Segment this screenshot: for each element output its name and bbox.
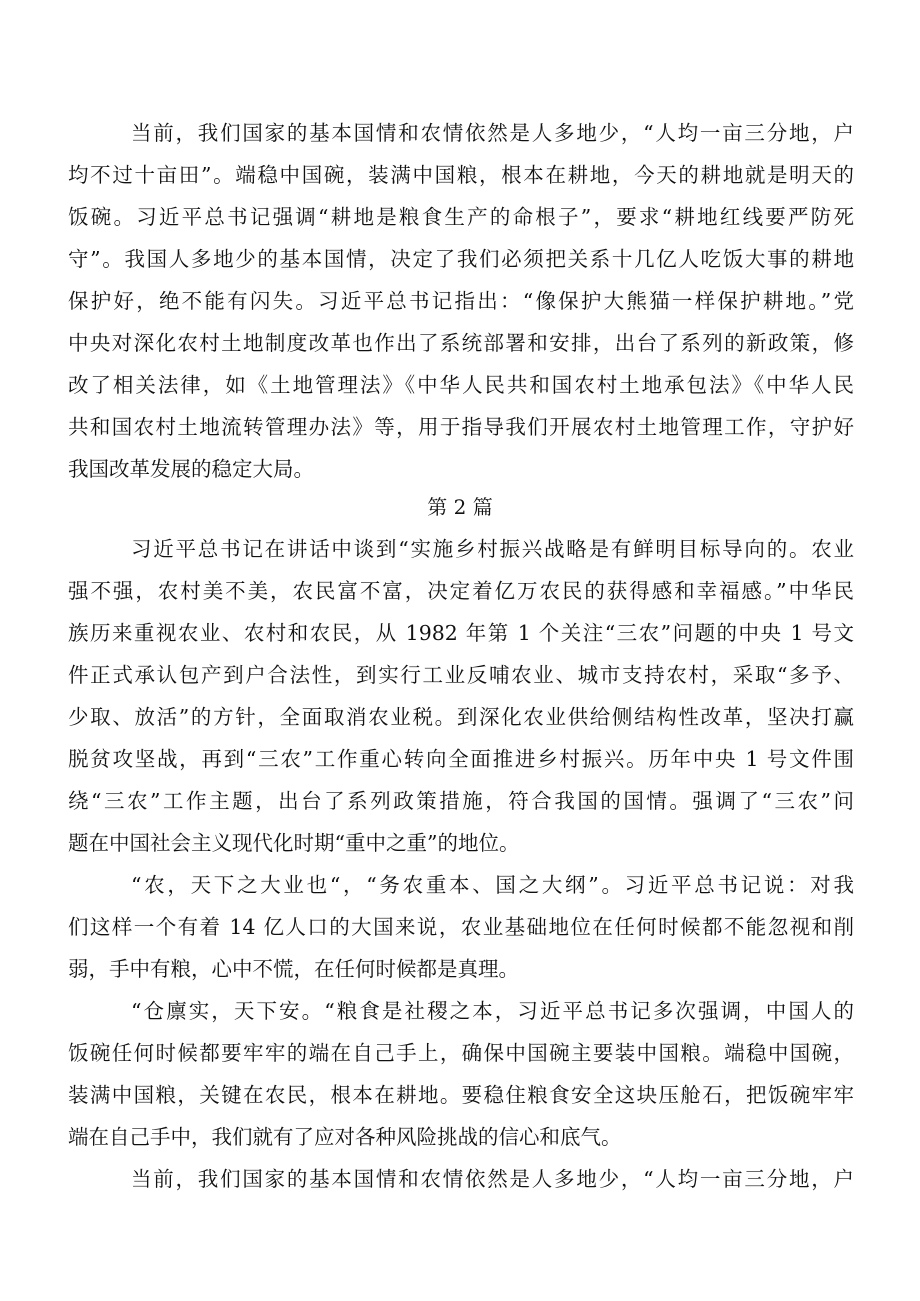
- text-line: 们这样一个有着 14 亿人口的大国来说，农业基础地位在任何时候都不能忽视和削: [68, 915, 854, 939]
- text-line: 我国改革发展的稳定大局。: [68, 457, 314, 481]
- text-line: 共和国农村土地流转管理办法》等，用于指导我们开展农村土地管理工作，守护好: [68, 415, 854, 439]
- text-line: 端在自己手中，我们就有了应对各种风险挑战的信心和底气。: [68, 1125, 622, 1149]
- text-line: 改了相关法律，如《土地管理法》《中华人民共和国农村土地承包法》《中华人民: [68, 373, 854, 397]
- section-heading: 第 2 篇: [427, 495, 493, 519]
- text-line: 饭碗任何时候都要牢牢的端在自己手上，确保中国碗主要装中国粮。端稳中国碗，: [68, 1041, 854, 1065]
- text-line: 强不强，农村美不美，农民富不富，决定着亿万农民的获得感和幸福感。”中华民: [68, 579, 854, 603]
- text-line: 习近平总书记在讲话中谈到“实施乡村振兴战略是有鲜明目标导向的。农业: [131, 537, 854, 561]
- text-line: 脱贫攻坚战，再到“三农”工作重心转向全面推进乡村振兴。历年中央 1 号文件围: [68, 747, 854, 771]
- text-line: “仓廪实，天下安。“粮食是社稷之本，习近平总书记多次强调，中国人的: [131, 999, 854, 1023]
- text-line: 当前，我们国家的基本国情和农情依然是人多地少，“人均一亩三分地，户: [131, 121, 854, 145]
- text-line: 少取、放活”的方针，全面取消农业税。到深化农业供给侧结构性改革，坚决打赢: [68, 705, 854, 729]
- text-line: 均不过十亩田”。端稳中国碗，装满中国粮，根本在耕地，今天的耕地就是明天的: [68, 163, 854, 187]
- text-line: 绕“三农”工作主题，出台了系列政策措施，符合我国的国情。强调了“三农”问: [68, 789, 854, 813]
- text-line: 保护好，绝不能有闪失。习近平总书记指出：“像保护大熊猫一样保护耕地。”党: [68, 289, 854, 313]
- text-line: 装满中国粮，关键在农民，根本在耕地。要稳住粮食安全这块压舱石，把饭碗牢牢: [68, 1083, 854, 1107]
- text-line: 族历来重视农业、农村和农民，从 1982 年第 1 个关注“三农”问题的中央 1 号文: [68, 621, 854, 645]
- text-line: 饭碗。习近平总书记强调“耕地是粮食生产的命根子”，要求“耕地红线要严防死: [68, 205, 854, 229]
- text-line: 弱，手中有粮，心中不慌，在任何时候都是真理。: [68, 957, 519, 981]
- text-line: 中央对深化农村土地制度改革也作出了系统部署和安排，出台了系列的新政策，修: [68, 331, 854, 355]
- text-line: 守”。我国人多地少的基本国情，决定了我们必须把关系十几亿人吃饭大事的耕地: [68, 247, 854, 271]
- text-line: “农，天下之大业也“，“务农重本、国之大纲”。习近平总书记说：对我: [131, 873, 854, 897]
- text-line: 件正式承认包产到户合法性，到实行工业反哺农业、城市支持农村，采取“多予、: [68, 663, 854, 687]
- text-line: 题在中国社会主义现代化时期“重中之重”的地位。: [68, 831, 520, 855]
- text-line: 当前，我们国家的基本国情和农情依然是人多地少，“人均一亩三分地，户: [131, 1167, 854, 1191]
